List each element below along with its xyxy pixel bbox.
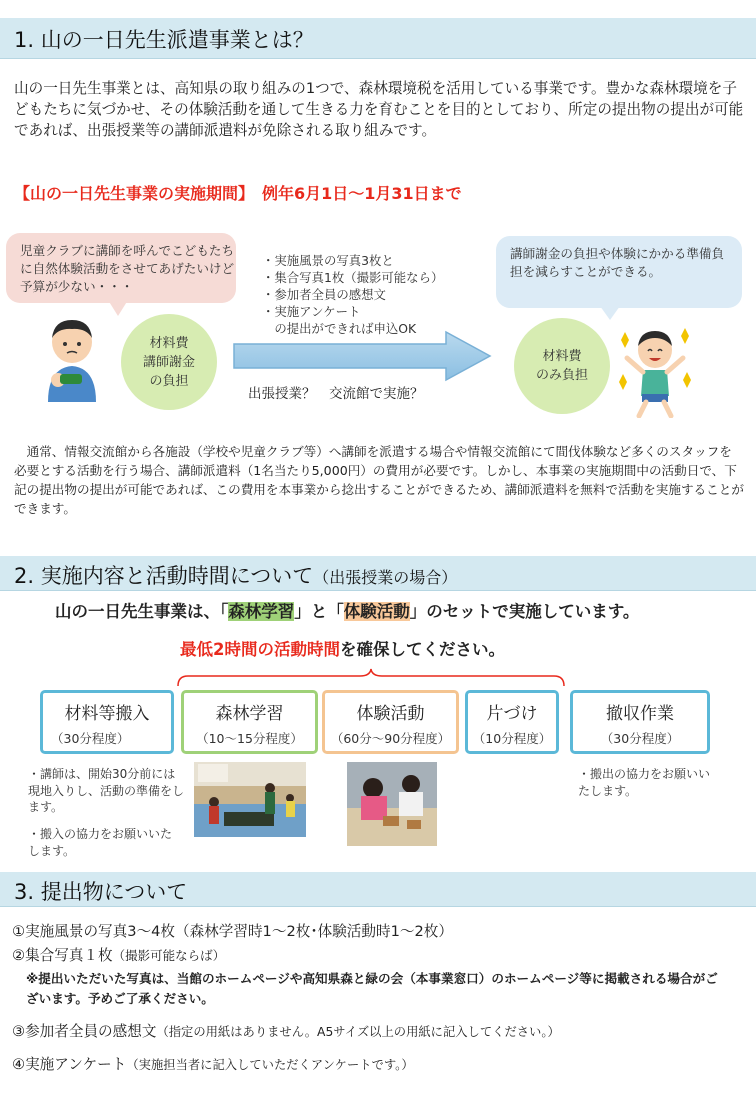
note-left-1: ・講師は、開始30分前には現地入りし、活動の準備をします。 — [28, 767, 185, 814]
note-right: ・搬出の協力をお願いいたします。 — [578, 767, 711, 798]
section3-header — [0, 872, 756, 907]
submission-item-4 — [12, 1055, 414, 1075]
photo-warning: ※提出いただいた写真は、当館のホームページや高知県森と緑の会（本事業窓口）のホームページ等に掲載される場合がございます。予めご了承ください。 — [26, 971, 718, 1006]
step4-title: 片づけ — [486, 704, 538, 724]
section3-heading: 3. 提出物について — [14, 880, 188, 904]
circle-left — [121, 314, 217, 410]
step-experience-activity — [322, 690, 459, 754]
bubble-right-text: 講師謝金の負担や体験にかかる準備負担を減らすことができる。 — [510, 246, 725, 279]
note-left-2: ・搬入の協力をお願いいたします。 — [28, 827, 173, 858]
experience-activity-photo — [347, 762, 437, 846]
circle-left-line1: 材料費 — [149, 335, 189, 351]
requirements-list: ・実施風景の写真3枚と ・集合写真1枚（撮影可能なら） ・参加者全員の感想文 ・実施アンケート の提出ができれば申込OK — [262, 253, 444, 336]
line1-part-a: 山の一日先生事業は、「 — [55, 602, 229, 621]
item4-note: （実施担当者に記入していただくアンケートです。） — [126, 1058, 414, 1072]
forest-study-highlight: 森林学習 — [228, 602, 295, 621]
experience-highlight: 体験活動 — [343, 602, 410, 621]
section1-header — [0, 18, 756, 59]
step1-title: 材料等搬入 — [64, 704, 150, 724]
happy-boy-icon — [615, 326, 695, 418]
item3-note: （指定の用紙はありません。A5サイズ以上の用紙に記入してください。） — [156, 1025, 560, 1039]
circle-left-line3: の負担 — [149, 373, 189, 389]
circle-right-line2: のみ負担 — [535, 368, 588, 383]
step-forest-study — [181, 690, 318, 754]
bubble-left-tail — [108, 300, 128, 316]
circle-right — [514, 318, 610, 414]
section2-header — [0, 556, 756, 591]
step5-duration: （30分程度） — [600, 731, 680, 746]
bubble-left-text: 児童クラブに講師を呼んでこどもたちに自然体験活動をさせてあげたいけど予算が少ない・・・ — [20, 243, 235, 294]
circle-right-line1: 材料費 — [542, 349, 582, 364]
arrow-right-icon — [232, 330, 494, 382]
worried-boy-icon — [40, 316, 104, 402]
forest-study-photo — [194, 762, 306, 837]
submission-item-2 — [12, 946, 225, 966]
section1-heading: 1. 山の一日先生派遣事業とは？ — [14, 28, 314, 52]
min-time-rest: を確保してください。 — [339, 640, 505, 659]
line1-part-e: 」のセットで実施しています。 — [409, 602, 640, 621]
circle-left-line2: 講師謝金 — [142, 354, 195, 370]
min-time-red: 最低2時間の活動時間 — [180, 640, 340, 659]
item4-main: ④実施アンケート — [12, 1056, 127, 1073]
submission-item-1: ①実施風景の写真3～4枚（森林学習時1～2枚･体験活動時1～2枚） — [12, 923, 453, 940]
step3-title: 体験活動 — [356, 704, 425, 724]
bubble-left — [6, 233, 236, 303]
bubble-right-tail — [600, 306, 620, 320]
step1-duration: （30分程度） — [51, 731, 130, 746]
section2-line1 — [55, 600, 639, 624]
bubble-right — [496, 236, 742, 308]
step-material-carry-in — [40, 690, 174, 754]
section2-heading: 2. 実施内容と活動時間について — [14, 564, 314, 588]
item3-main: ③参加者全員の感想文 — [12, 1023, 157, 1040]
line1-part-c: 」と「 — [294, 602, 344, 621]
step4-duration: （10分程度） — [472, 731, 552, 746]
item2-main: ②集合写真１枚 — [12, 947, 113, 964]
section2-line2 — [180, 638, 505, 662]
step-cleanup — [465, 690, 559, 754]
step3-duration: （60分～90分程度） — [330, 731, 451, 746]
step-withdrawal — [570, 690, 710, 754]
section2-heading-small: （出張授業の場合） — [313, 568, 458, 587]
step5-title: 撤収作業 — [606, 704, 674, 724]
time-bracket — [174, 668, 568, 688]
period-heading: 【山の一日先生事業の実施期間】 例年6月1日～1月31日まで — [14, 184, 462, 203]
step2-duration: （10～15分程度） — [196, 731, 303, 746]
item2-note: （撮影可能ならば） — [112, 948, 226, 963]
step2-title: 森林学習 — [215, 704, 284, 724]
section1-paragraph: 山の一日先生事業とは、高知県の取り組みの1つで、森林環境税を活用している事業です。豊かな森林環境を子どもたちに気づかせ、その体験活動を通して生きる力を育むことを目的としており、所定の提出物の提出が可能であれば、出張授業等の講師派遣料が免除される取り組みです。 — [14, 80, 744, 139]
submission-item-3 — [12, 1022, 560, 1042]
question-text: 出張授業？ 交流館で実施？ — [248, 386, 424, 402]
section1-paragraph2: 通常、情報交流館から各施設（学校や児童クラブ等）へ講師を派遣する場合や情報交流館にて間伐体験など多くのスタッフを必要とする活動を行う場合、講師派遣料（1名当たり5,000円）の費用が必要です。しかし、本事業の実施期間中の活動日で、下記の提出物の提出が可能であれば、この費用を本事業から捻出することができるため、講師派遣料を無料で活動を実施することができます。 — [14, 444, 744, 516]
